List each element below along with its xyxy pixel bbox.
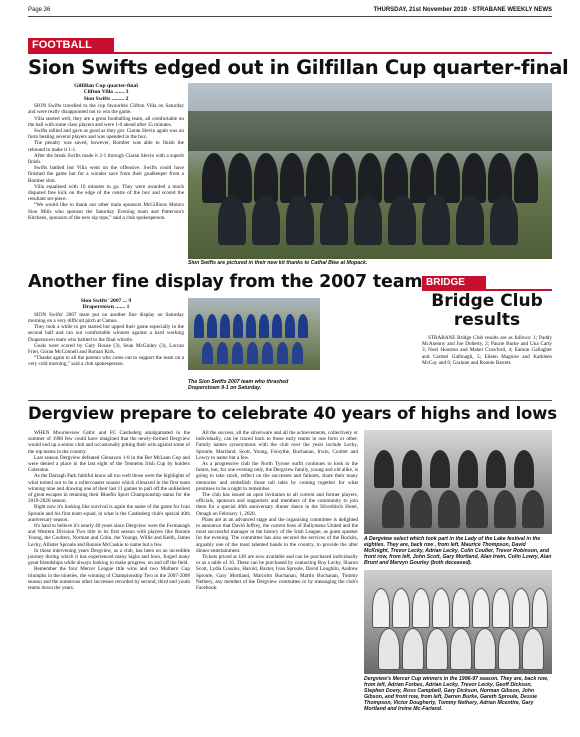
story3-column-1 xyxy=(28,430,190,730)
dergview-mercer-cup-photo xyxy=(364,570,552,674)
story3-paragraph: Plans are at an advanced stage and the organising committee is delighted to announce that David Jeffrey, the current boss of Ballymena United and the most successful manager in the history of the Irish League, as guest speaker for the evening. The committee has also secured the services of the Rockits, arguably one of the most talented bands in the country, to provide the after dinner entertainment. xyxy=(196,516,358,554)
divider xyxy=(28,400,552,401)
story1-caption: Sion Swifts are pictured in their new kit thanks to Cathal Blee at Mopack. xyxy=(188,260,368,266)
bridge-results-text xyxy=(422,335,552,366)
story1-headline: Sion Swifts edged out in Gilfillan Cup quarter-final xyxy=(28,56,569,79)
story3-paragraph: It's hard to believe it's nearly 40 years since Dergview were the Fermanagh and Western Division Two title in its first season with players like Ronnie Young, the Coulters, Norman and Colin, the Youngs, Willie and Keith, James Lecky, Allister Sproule and Ronnie McCaskie to name but a few. xyxy=(28,523,190,548)
story1-body xyxy=(28,83,184,265)
story2-caption: The Sion Swifts 2007 team who thrashed Draperstown 9-1 on Saturday. xyxy=(188,379,289,391)
story3-paragraph: Tickets priced at £40 are now available and can be purchased individually or as a table of 10. These can be purchased by contacting Roy Lecky, Sharon Scott, Lydia Cousins, Harold, Baxter, Ivan Sproule, David Loughlin, Andrew Sproule, Gary Mortland, Malcolm Buchanan, Martin Buchanan, Tommy Nethery, any member of the Dergview committee or by messaging the club's Facebook. xyxy=(196,554,358,592)
photo-back-row xyxy=(194,314,314,340)
story1-paragraph: SION Swifts travelled to the cup favourites Clifton Villa on Saturday and were really disappointed not to win the game. xyxy=(28,103,184,116)
story3-column-2 xyxy=(196,430,358,730)
football-section-tag: FOOTBALL xyxy=(28,38,114,52)
story3-paragraph: In those intervening years Dergview, as a club, has been on an incredible journey during which it has experienced many highs and lows, forged many great friendships while always looking to make progress, on and off the field. xyxy=(28,547,190,567)
story3-paragraph: WHEN Mourneview Celtic and FC Castlederg amalgamated in the summer of 1980 few could have imagined that the newly-formed Dergview would end up a senior club and occasionally pitting their wits against some of the top teams in the country. xyxy=(28,430,190,455)
section-rule xyxy=(28,52,552,54)
story2-paragraph: Goals were scored by Gary Rouse (3), Sean McGinley (3), Lorcan Friel, Goran McConnell and Roman Kirk. xyxy=(28,342,184,356)
issue-date-line: THURSDAY, 21st November 2019 - STRABANE WEEKLY NEWS xyxy=(373,7,552,13)
sion-swifts-2007-team-photo xyxy=(188,298,320,370)
bridge-section-tag: BRIDGE xyxy=(422,276,486,289)
story3-paragraph: Remember the four Mercer League title wins and two Mulhern Cup triumphs in the nineties, the winning of Championship Two in the 2007-2008 season and the numerous other successes recorded by second, third and youth teams down the years. xyxy=(28,566,190,592)
story3-caption-1: A Dergview select which took part in the Lady of the Lake festival in the eighties. They are, back row , from left, Maurice Thompson, David McKnight, Trevor Lecky, Adrian Lecky, Colin Coulter, Trevor Robinson, and front row, from left, John Scott, Gary Mortland, Alan Irwin, Colin Lowry, Alan Brunt and Mervyn Gourley (both deceased). xyxy=(364,536,552,566)
page-number: Page 36 xyxy=(28,7,51,13)
story1-score-line1: Clifton Villa ....... 3 xyxy=(83,89,129,96)
story3-paragraph: Last season Dergview defeated Glenavon 1-0 in the Bet McLean Cup and were denied a place in the last eight of the Tennents Irish Cup by holders Coleraine. xyxy=(28,454,190,474)
story1-paragraph: Villa started well, they are a great footballing team, all comfortable on the ball with some class players and were 1-0 ahead after 15 minutes. xyxy=(28,115,184,128)
story1-paragraph: Villa equalised with 10 minutes to go. They were awarded a much disputed free kick on the edge of the centre of the box and scored the resultant set-piece. xyxy=(28,183,184,203)
story3-paragraph: The club has issued an open invitation to all current and former players, officials, sponsors and supporters and members of the community to join them for a special 40th anniversary dinner dance in the Silverbirch Hotel, Omagh on February 1, 2020. xyxy=(196,492,358,517)
photo-trees xyxy=(188,111,552,151)
dergview-select-eighties-photo xyxy=(364,430,552,534)
story2-score-line1: Sion Swifts' 2007 ... 9 xyxy=(80,298,132,304)
story1-paragraph: “We would like to thank our other main sponsors McGillions Motors Sion Mills who sponsor the Saturday Evening team and Patterson's Kitchens, sponsors of the new zip tops,” said a club spokesperson. xyxy=(28,202,184,221)
story2-paragraph: SION Swifts' 2007 team put on another fine display on Saturday morning on a very difficult pitch at Camus. xyxy=(28,311,184,325)
story1-score-line2: Sion Swifts ......... 2 xyxy=(83,95,129,102)
story2-paragraph: “Thanks again to all the parents who come out to support the team on a very cold morning,” said a club spokesperson. xyxy=(28,355,184,368)
story1-paragraph: After the break Swifts made it 2-1 through Ciaran Slevin with a superb finish. xyxy=(28,152,184,166)
story2-headline: Another fine display from the 2007 team xyxy=(28,272,423,292)
photo-front-row xyxy=(382,490,542,530)
story3-paragraph: Right now it's looking like survival is again the name of the game for Ivan Sproule and his first team squad, in what is the Castlederg club's special 40th anniversary season. xyxy=(28,504,190,523)
photo-front-row xyxy=(218,195,528,247)
story3-paragraph: As the Darragh Park faithful know all too well those were the highlights of what turned out to be a rollercoaster season which climaxed in the first team winning nine and drawing one of their last 11 games to pull off the unlikeliest of great escapes in retaining their Bluefin Sport Championship status for the 2019-2020 season. xyxy=(28,473,190,505)
bridge-headline-line2: results xyxy=(453,310,521,330)
sion-swifts-team-photo xyxy=(188,83,552,259)
bridge-paragraph: STRABANE Bridge Club results are as follows: 1; Paddy McAnenny and Joe Doherty, 2; Paurie Burke and Una Carty 3; Noel Houston and Mabel Crawford, 4; Eamon Gallagher and Carmel Gallinagh, 5; Eileen Maguire and Kathleen McCay and 6; Grainne and Ronnie Barrett. xyxy=(422,335,552,366)
story3-headline: Dergview prepare to celebrate 40 years of highs and lows xyxy=(28,404,557,423)
story1-score-title: Gilfillan Cup quarter-final xyxy=(74,83,138,89)
story2-paragraph: They took a while to get started but upped their game especially in the second half and ran out comfortable winners against a hard working Draperstown team who battled to the final whistle. xyxy=(28,324,184,343)
photo-front-row xyxy=(378,628,548,670)
story2-score-line2: Draperstown ....... 1 xyxy=(82,304,130,311)
story3-paragraph: All the success, all the silverware and all the achievements, collectively or individually, can be traced back to those early teams in one form or other. Family names synonymous with the club over the years include Lecky, Sproule, Mortland, Scott, Young, Forsythe, Buchanan, Irwin, Coulter and Lowry to name but a few. xyxy=(196,430,358,461)
page-header xyxy=(28,6,552,17)
photo-back-row xyxy=(374,450,544,490)
story1-paragraph: Swifts battled but Villa went on the offensive. Swifts could have finished the game but for a wonder save from their goalkeeper from a Bomber shot. xyxy=(28,165,184,184)
story3-paragraph: As a progressive club the North Tyrone outfit continues to look to the future, but, for one evening only, the Dergview family, young and old alike, is going to take stock, reflect on the successes and failures, share their many memories and embellish those tall tales by coming together for what promises to be a night to remember. xyxy=(196,461,358,492)
story3-caption-2: Dergview's Mercer Cup winners in the 1996-97 season. They are, back row, from left, Adrian Forbes, Adrian Lecky, Trevor Lecky, Geoff Dickson, Stephen Doery, Ross Campbell, Gary Dickson, Norman Gibson, John Gibson, and front row, from left, Darren Burke, Gareth Sproule, Dessie Thompson, Victor Dougherty, Tommy Nethery, Adrian Mcentire, Gary Mortland and Irvine Mc-Farland. xyxy=(364,676,549,712)
photo-front-row xyxy=(202,342,312,366)
story1-paragraph: The penalty was saved, however, Bomber was able to finish the rebound to make it 1-1. xyxy=(28,140,184,153)
story1-paragraph: Swifts rallied and gave as good as they got. Ciaran Slevin again was on form beating several players and was upended in the box. xyxy=(28,128,184,141)
story2-body xyxy=(28,298,184,396)
photo-back-row xyxy=(372,588,548,628)
bridge-headline-line1: Bridge Club xyxy=(431,291,543,311)
